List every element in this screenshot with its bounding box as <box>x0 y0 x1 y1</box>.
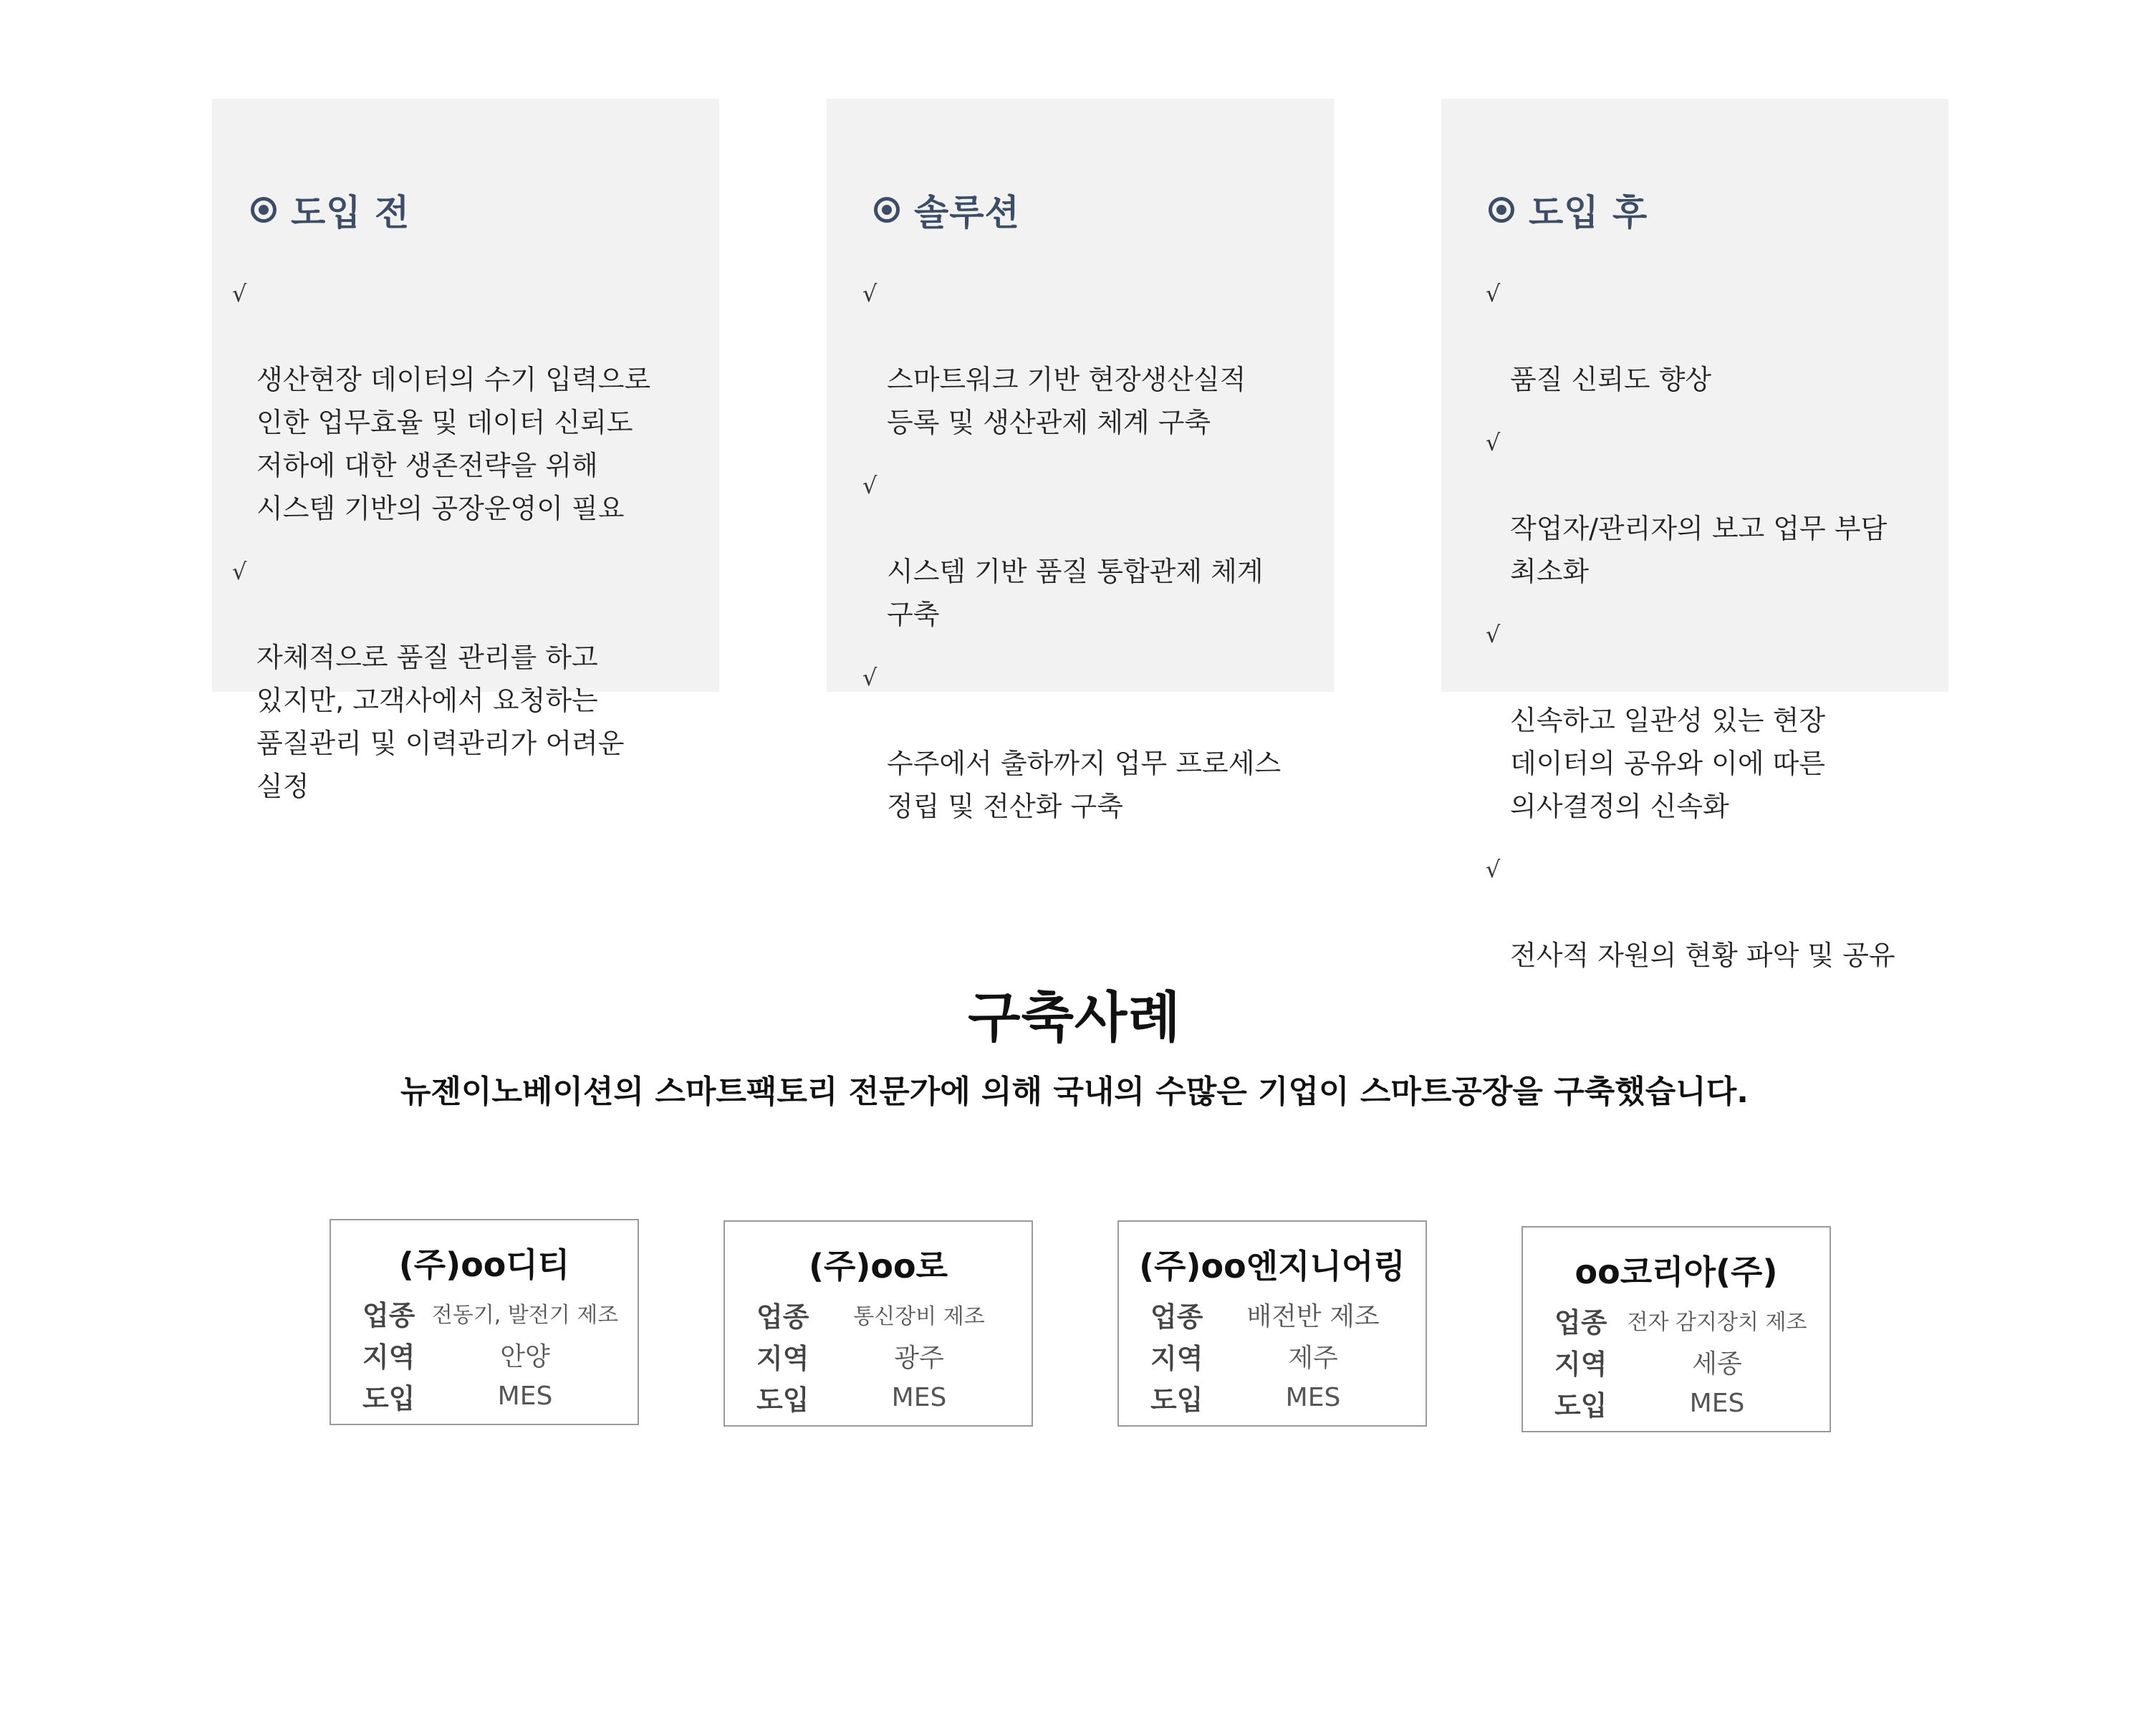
after-panel-heading <box>1489 185 1648 235</box>
list-item <box>862 656 1321 828</box>
case-card <box>1521 1226 1831 1432</box>
list-item-text: 품질 신뢰도 향상 <box>1510 364 1712 395</box>
check-icon: √ <box>1486 280 1501 307</box>
case-industry-value: 통신장비 제조 <box>853 1304 985 1329</box>
case-intro-row <box>1523 1382 1830 1424</box>
case-industry-value: 배전반 제조 <box>1246 1301 1380 1331</box>
case-region-row <box>725 1335 1032 1376</box>
case-industry-label: 업종 <box>756 1301 809 1333</box>
solution-panel-heading <box>874 185 1020 235</box>
case-industry-label: 업종 <box>1554 1306 1607 1339</box>
case-card <box>1117 1220 1427 1427</box>
case-region-row <box>1523 1341 1830 1382</box>
case-industry-row <box>725 1293 1032 1335</box>
case-intro-value: MES <box>497 1381 553 1411</box>
case-region-label: 지역 <box>362 1341 415 1373</box>
list-item <box>232 550 691 808</box>
check-icon: √ <box>862 664 878 691</box>
list-item-text: 수주에서 출하까지 업무 프로세스 정립 및 전산화 구축 <box>887 748 1282 822</box>
list-item-text: 작업자/관리자의 보고 업무 부담 최소화 <box>1510 513 1888 587</box>
case-region-label: 지역 <box>1150 1342 1203 1374</box>
case-industry-label: 업종 <box>1150 1301 1203 1333</box>
case-intro-value: MES <box>891 1382 947 1412</box>
before-list <box>232 272 691 828</box>
case-intro-value: MES <box>1689 1388 1745 1418</box>
case-industry-row <box>1119 1293 1426 1335</box>
case-industry-label: 업종 <box>362 1299 415 1331</box>
case-company-name: oo코리아(주) <box>1575 1253 1778 1291</box>
case-region-value: 세종 <box>1692 1349 1742 1379</box>
list-item <box>1486 848 1944 977</box>
panel-title: 도입 후 <box>1529 192 1648 233</box>
case-intro-value: MES <box>1285 1382 1341 1412</box>
section-title: 구축사례 <box>968 985 1181 1049</box>
case-region-row <box>1119 1335 1426 1376</box>
list-item-text: 전사적 자원의 현황 파악 및 공유 <box>1510 940 1895 971</box>
case-intro-row <box>331 1375 638 1417</box>
case-intro-label: 도입 <box>1150 1384 1203 1416</box>
case-intro-label: 도입 <box>1554 1389 1607 1422</box>
panel-title: 솔루션 <box>914 192 1020 233</box>
list-item <box>1486 613 1944 828</box>
after-list <box>1486 272 1944 997</box>
target-icon <box>251 197 277 223</box>
panel-title: 도입 전 <box>291 192 410 233</box>
case-industry-value: 전자 감지장치 제조 <box>1627 1310 1807 1335</box>
before-panel-heading <box>251 185 410 235</box>
case-industry-row <box>331 1292 638 1334</box>
case-industry-row <box>1523 1299 1830 1341</box>
case-intro-row <box>1119 1376 1426 1418</box>
case-region-row <box>331 1334 638 1375</box>
case-intro-label: 도입 <box>362 1382 415 1414</box>
case-region-label: 지역 <box>1554 1348 1607 1380</box>
list-item-text: 생산현장 데이터의 수기 입력으로 인한 업무효율 및 데이터 신뢰도 저하에 대한 생존전략을 위해 시스템 기반의 공장운영이 필요 <box>256 364 651 524</box>
check-icon: √ <box>862 472 878 499</box>
check-icon: √ <box>862 280 878 307</box>
list-item <box>1486 421 1944 593</box>
case-industry-value: 전동기, 발전기 제조 <box>431 1303 619 1328</box>
solution-list <box>862 272 1321 848</box>
target-icon <box>1489 197 1514 223</box>
case-company-name: (주)oo디티 <box>398 1245 570 1284</box>
list-item <box>1486 272 1944 401</box>
case-region-value: 제주 <box>1288 1343 1338 1373</box>
list-item-text: 신속하고 일관성 있는 현장 데이터의 공유와 이에 따른 의사결정의 신속화 <box>1510 705 1826 822</box>
list-item-text: 자체적으로 품질 관리를 하고 있지만, 고객사에서 요청하는 품질관리 및 이력관리가 어려운 실정 <box>256 642 625 802</box>
check-icon: √ <box>232 280 247 307</box>
target-icon <box>874 197 900 223</box>
list-item <box>862 464 1321 636</box>
case-card <box>330 1219 639 1425</box>
case-region-value: 광주 <box>894 1343 944 1373</box>
section-subtitle: 뉴젠이노베이션의 스마트팩토리 전문가에 의해 국내의 수많은 기업이 스마트공장을 구축했습니다. <box>400 1074 1749 1110</box>
case-card <box>723 1220 1033 1427</box>
list-item <box>232 272 691 530</box>
check-icon: √ <box>1486 429 1501 456</box>
check-icon: √ <box>1486 856 1501 883</box>
check-icon: √ <box>232 558 247 585</box>
case-intro-label: 도입 <box>756 1384 809 1416</box>
case-region-label: 지역 <box>756 1342 809 1374</box>
case-region-value: 안양 <box>500 1341 550 1371</box>
case-company-name: (주)oo엔지니어링 <box>1139 1247 1405 1286</box>
list-item-text: 스마트워크 기반 현장생산실적 등록 및 생산관제 체계 구축 <box>887 364 1246 438</box>
case-company-name: (주)oo로 <box>808 1247 948 1286</box>
case-intro-row <box>725 1376 1032 1418</box>
list-item <box>862 272 1321 444</box>
check-icon: √ <box>1486 621 1501 648</box>
list-item-text: 시스템 기반 품질 통합관제 체계 구축 <box>887 556 1264 630</box>
